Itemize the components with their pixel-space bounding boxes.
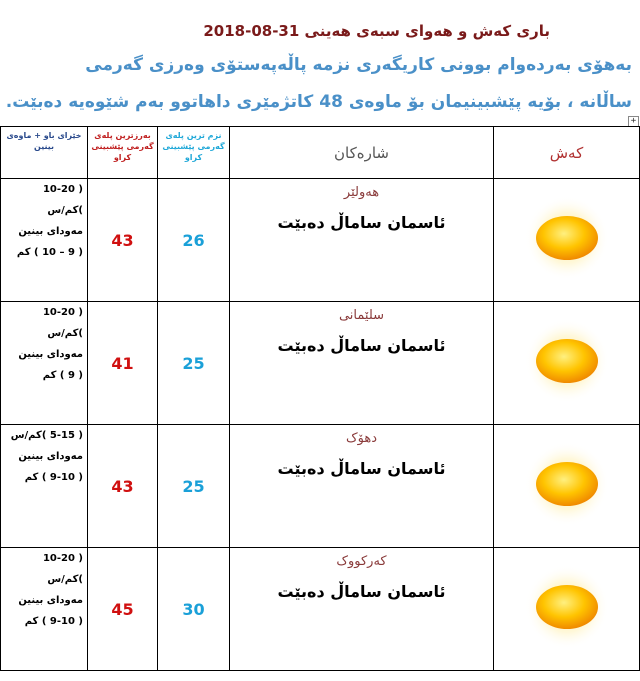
table-row [1, 548, 640, 671]
max-temp-cell: 43 [88, 179, 158, 302]
condition-text: ئاسمان ساماڵ دەبێت [277, 459, 446, 478]
city-cell [230, 548, 494, 671]
report-title [197, 22, 550, 40]
min-temp-cell: 25 [158, 425, 230, 548]
header-visibility: خێرای باو + ماوەی بینین [1, 127, 88, 179]
table-row [1, 425, 640, 548]
header-cities: شارەکان [230, 127, 494, 179]
sun-icon [525, 565, 609, 649]
max-temp-cell: 41 [88, 302, 158, 425]
weather-icon-cell [494, 425, 640, 548]
min-temp-cell: 25 [158, 302, 230, 425]
header-min-temp: نزم ترین پلەی گەرمی پێشبینی کراو [158, 127, 230, 179]
report-date: 31-08-2018 [203, 22, 300, 40]
min-temp-cell: 30 [158, 548, 230, 671]
city-cell [230, 302, 494, 425]
city-cell [230, 425, 494, 548]
city-name: سلێمانی [338, 308, 385, 323]
sun-icon [525, 319, 609, 403]
table-row [1, 302, 640, 425]
condition-text: ئاسمان ساماڵ دەبێت [277, 336, 446, 355]
visibility-cell: ( 10-20 )کم/س مەودای بینین ( 9 ) کم [1, 302, 88, 425]
forecast-table [0, 126, 640, 671]
weather-icon-cell [494, 302, 640, 425]
condition-text: ئاسمان ساماڵ دەبێت [277, 213, 446, 232]
table-header-row [1, 127, 640, 179]
header-weather: کەش [494, 127, 640, 179]
sun-icon [525, 442, 609, 526]
weather-icon-cell [494, 548, 640, 671]
condition-text: ئاسمان ساماڵ دەبێت [277, 582, 446, 601]
summary-line-1: بەهۆی بەردەوام بوونی کاریگەری نزمە پاڵەپەستۆی وەرزی گەرمی [85, 55, 632, 75]
max-temp-cell: 45 [88, 548, 158, 671]
visibility-cell: ( 10-20 )کم/س مەودای بینین ( 9 – 10 ) کم [1, 179, 88, 302]
header-max-temp: بەرزترین پلەی گەرمی پێشبینی کراو [88, 127, 158, 179]
visibility-cell: ( 10-20 )کم/س مەودای بینین ( 9-10 ) کم [1, 548, 88, 671]
title-text: باری کەش و هەوای سبەی هەینی [304, 22, 550, 40]
city-name: کەرکووک [336, 554, 387, 569]
table-move-handle-icon[interactable]: + [628, 116, 639, 127]
city-name: هەولێر [343, 185, 380, 200]
city-cell [230, 179, 494, 302]
weather-icon-cell [494, 179, 640, 302]
summary-line-2: ساڵانە ، بۆیە پێشبینیمان بۆ ماوەی 48 کاتژمێری داهاتوو بەم شێوەیە دەبێت. [5, 92, 632, 112]
max-temp-cell: 43 [88, 425, 158, 548]
visibility-cell: ( 5-15 )کم/س مەودای بینین ( 9-10 ) کم [1, 425, 88, 548]
table-row [1, 179, 640, 302]
city-name: دهۆک [346, 431, 377, 446]
sun-icon [525, 196, 609, 280]
min-temp-cell: 26 [158, 179, 230, 302]
